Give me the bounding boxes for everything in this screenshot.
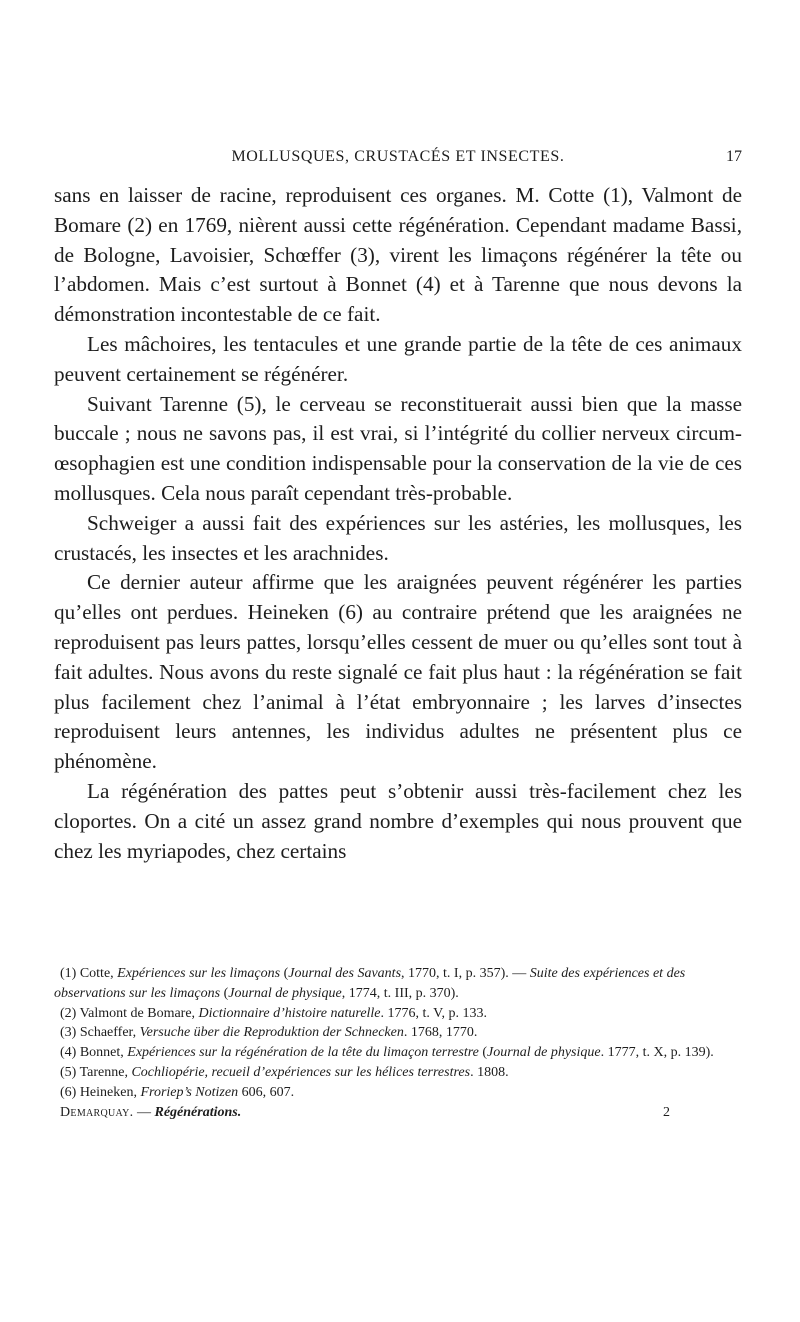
paragraph: Suivant Tarenne (5), le cerveau se reconstituerait aussi bien que la masse buccale ; nous ne savons pas, il est vrai, si l’intégrité du collier nerveux circum-œsophagien est une condition indispensable pour la conservation de la vie de ces mollusques. Cela nous paraît cependant très-probable. xyxy=(54,391,742,505)
footnote-title: Froriep’s Notizen xyxy=(140,1084,239,1100)
footnote-title: Suite des expériences et des observations sur les limaçons xyxy=(54,966,686,1001)
footnote-title: Expériences sur les limaçons xyxy=(117,966,281,981)
signature-sheet-number: 2 xyxy=(663,1104,670,1120)
footnote-text: ( xyxy=(220,985,229,1001)
footnote-title: Cochliopérie, recueil d’expériences sur les hélices terrestres xyxy=(131,1064,471,1080)
footnote-text: (3) Schaeffer, xyxy=(60,1025,140,1041)
footnote-journal: Journal de physique xyxy=(228,985,342,1001)
footnote-text: (6) Heineken, xyxy=(60,1084,141,1100)
footnote-text: ( xyxy=(280,966,289,981)
footnote-text: . 1776, t. V, p. 133. xyxy=(380,1005,487,1021)
footnote-text: , 1774, t. III, p. 370). xyxy=(341,985,459,1001)
paragraph: Schweiger a aussi fait des expériences sur les astéries, les mollusques, les crustacés, les insectes et les arachnides. xyxy=(54,510,742,565)
footnote-text: . 1808. xyxy=(470,1064,509,1080)
signature-title: Régénérations. xyxy=(154,1104,242,1120)
footnote-text: (2) Valmont de Bomare, xyxy=(60,1005,199,1021)
footnotes xyxy=(54,964,744,1123)
footnote-journal: Journal des Savants xyxy=(288,966,402,981)
page-number: 17 xyxy=(726,148,742,165)
paragraph: sans en laisser de racine, reproduisent ces organes. M. Cotte (1), Valmont de Bomare (2) en 1769, nièrent aussi cette régénération. Cependant madame Bassi, de Bologne, Lavoisier, Schœffer (3), virent les limaçons régénérer la tête ou l’abdomen. Mais c’est surtout à Bonnet (4) et à Tarenne que nous devons la démonstration incontestable de ce fait. xyxy=(54,183,742,327)
footnote-text: , 1770, t. I, p. 357). — xyxy=(401,966,530,981)
body-text xyxy=(54,181,742,866)
footnote-title: Expériences sur la régénération de la tête du limaçon terrestre xyxy=(127,1045,479,1061)
printer-signature xyxy=(54,1103,744,1123)
paragraph: La régénération des pattes peut s’obtenir aussi très-facilement chez les cloportes. On a cité un assez grand nombre d’exemples qui nous prouvent que chez les myriapodes, chez certains xyxy=(54,778,742,863)
footnote-title: Versuche über die Reproduktion der Schnecken xyxy=(139,1025,404,1041)
footnote-1 xyxy=(54,964,744,1004)
footnote-text: (5) Tarenne, xyxy=(60,1064,132,1080)
signature-author: Demarquay. xyxy=(60,1104,134,1120)
footnote-3 xyxy=(54,1023,744,1043)
signature-separator: — xyxy=(133,1104,155,1120)
footnote-2 xyxy=(54,1004,744,1024)
footnote-text: . 1768, 1770. xyxy=(403,1025,478,1041)
paragraph: Ce dernier auteur affirme que les araignées peuvent régénérer les parties qu’elles ont perdues. Heineken (6) au contraire prétend que les araignées ne reproduisent pas leurs pattes, lorsqu’elles cessent de muer ou qu’elles sont tout à fait adultes. Nous avons du reste signalé ce fait plus haut : la régénération se fait plus facilement chez l’animal à l’état embryonnaire ; les larves d’insectes reproduisent leurs antennes, les individus adultes ne présentent plus ce phénomène. xyxy=(54,570,742,774)
footnote-title: Dictionnaire d’histoire naturelle xyxy=(198,1005,381,1021)
footnote-text: ( xyxy=(478,1045,488,1061)
footnote-text: 606, 607. xyxy=(238,1084,295,1100)
footnote-text: (4) Bonnet, xyxy=(60,1045,128,1061)
paragraph: Les mâchoires, les tentacules et une grande partie de la tête de ces animaux peuvent certainement se régénérer. xyxy=(54,331,742,386)
footnote-4 xyxy=(54,1043,744,1063)
footnote-text: (1) Cotte, xyxy=(60,966,118,981)
footnote-text: . 1777, t. X, p. 139). xyxy=(600,1045,714,1061)
footnote-5 xyxy=(54,1063,744,1083)
footnote-journal: Journal de physique xyxy=(487,1045,601,1061)
running-title: MOLLUSQUES, CRUSTACÉS ET INSECTES. xyxy=(231,148,565,165)
footnote-6 xyxy=(54,1083,744,1103)
running-head xyxy=(54,148,742,170)
